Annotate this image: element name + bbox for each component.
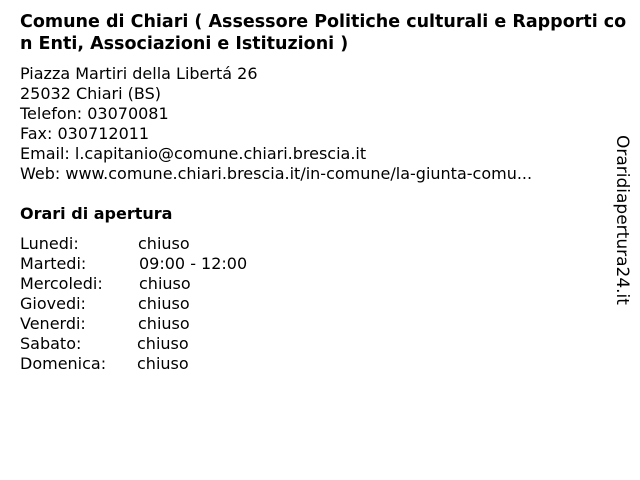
hours-value: chiuso bbox=[137, 354, 189, 373]
email-address: Email: l.capitanio@comune.chiari.brescia.it bbox=[20, 144, 367, 163]
hours-row-saturday bbox=[20, 334, 247, 354]
hours-row-tuesday bbox=[20, 254, 247, 274]
opening-hours-heading: Orari di apertura bbox=[20, 204, 173, 223]
hours-row-sunday bbox=[20, 354, 247, 374]
page-title: Comune di Chiari ( Assessore Politiche culturali e Rapporti con Enti, Associazioni e Istituzioni ) bbox=[20, 12, 627, 54]
hours-row-thursday bbox=[20, 294, 247, 314]
day-label: Venerdi: bbox=[20, 314, 86, 333]
hours-value: chiuso bbox=[138, 234, 190, 253]
day-label: Lunedi: bbox=[20, 234, 79, 253]
hours-value: chiuso bbox=[138, 294, 190, 313]
site-brand-label: Oraridiapertura24.it bbox=[612, 135, 632, 305]
hours-row-monday bbox=[20, 234, 247, 254]
phone-number: Telefon: 03070081 bbox=[20, 104, 169, 123]
hours-row-friday bbox=[20, 314, 247, 334]
hours-value: chiuso bbox=[137, 334, 189, 353]
day-label: Mercoledi: bbox=[20, 274, 103, 293]
day-label: Giovedi: bbox=[20, 294, 86, 313]
hours-value: 09:00 - 12:00 bbox=[139, 254, 248, 273]
hours-value: chiuso bbox=[138, 314, 190, 333]
contact-block bbox=[20, 64, 532, 184]
hours-value: chiuso bbox=[139, 274, 191, 293]
website-link[interactable]: Web: www.comune.chiari.brescia.it/in-comune/la-giunta-comu... bbox=[20, 164, 533, 183]
hours-row-wednesday bbox=[20, 274, 247, 294]
day-label: Domenica: bbox=[20, 354, 107, 373]
street-address: Piazza Martiri della Libertá 26 bbox=[20, 64, 258, 83]
day-label: Sabato: bbox=[20, 334, 82, 353]
opening-hours-table bbox=[20, 234, 247, 374]
day-label: Martedi: bbox=[20, 254, 87, 273]
fax-number: Fax: 030712011 bbox=[20, 124, 150, 143]
city-address: 25032 Chiari (BS) bbox=[20, 84, 161, 103]
